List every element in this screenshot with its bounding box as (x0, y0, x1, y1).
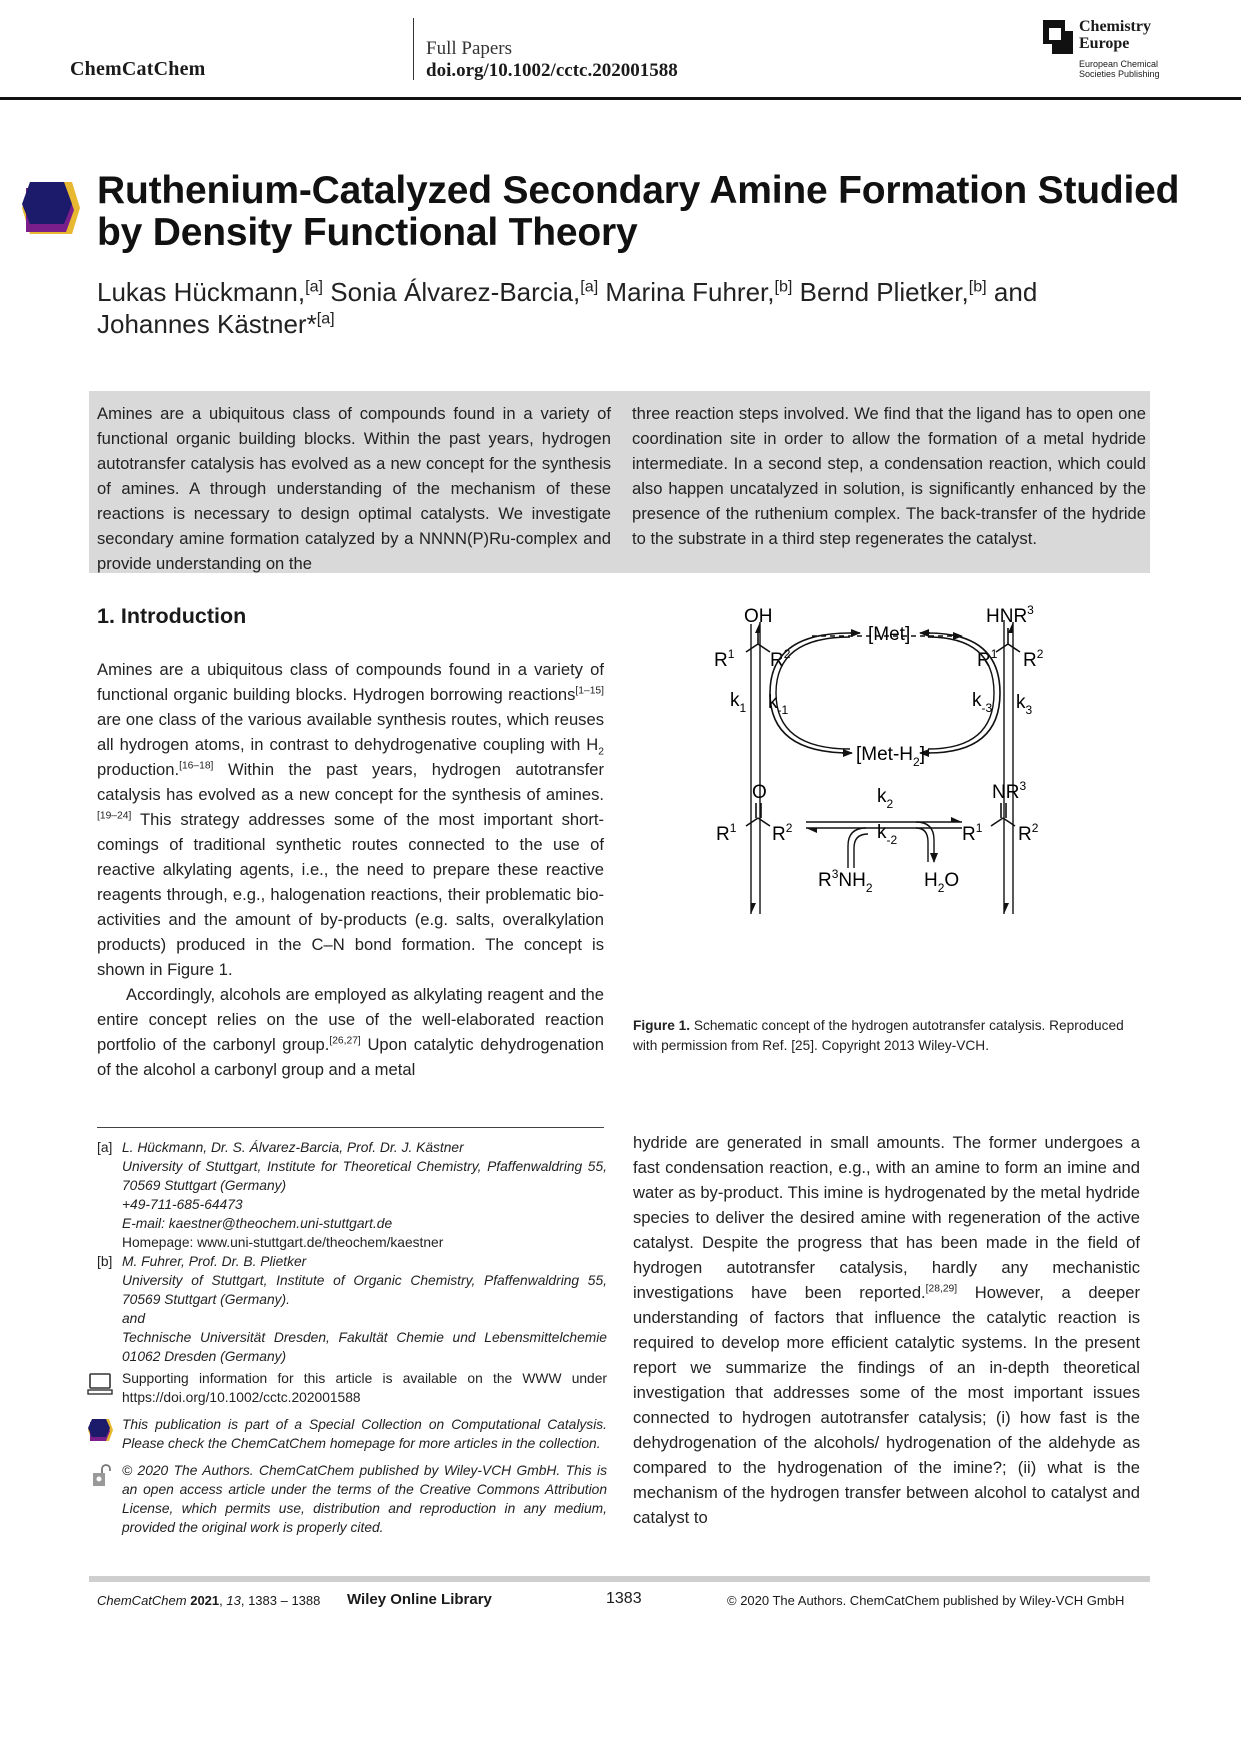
r2-label: $R^2$ (770, 647, 791, 671)
text: Upon catalytic dehydrogenation of the alcohol a carbonyl group and a metal (97, 1035, 605, 1079)
header-rule (0, 97, 1241, 100)
affiliation-email[interactable]: E-mail: kaestner@theochem.uni-stuttgart.de (122, 1216, 393, 1231)
abstract-left-column: Amines are a ubiquitous class of compounds found in a variety of functional organic building blocks. Within the past years, hydrogen autotransfer catalysis has evolved as a new concept for the synthesis of amines. A through understanding of the mechanism of these reactions is necessary to design optimal catalysts. We investigate secondary amine formation catalyzed by a NNNN(P)Ru-complex and provide understanding on the (97, 404, 611, 573)
publisher-subtitle-line2: Societies Publishing (1079, 69, 1160, 79)
doi-link[interactable]: doi.org/10.1002/cctc.202001588 (426, 60, 678, 81)
license-note (97, 1461, 607, 1537)
affiliation-institution: University of Stuttgart, Institute for Theoretical Chemistry, Pfaffenwaldring 55, 70569 Stuttgart (Germany) (122, 1159, 607, 1193)
amine-structure (977, 603, 1044, 671)
footnotes (97, 1138, 607, 1537)
affiliation-institution: Technische Universität Dresden, Fakultät Chemie und Lebensmittelchemie 01062 Dresden (Germany) (122, 1330, 607, 1364)
open-access-lock-icon (87, 1463, 113, 1489)
affiliation-tag: [b] (97, 1254, 113, 1269)
paragraph (97, 657, 604, 982)
citation[interactable]: [19–24] (97, 810, 132, 822)
abstract-right-column: three reaction steps involved. We find that the ligand has to open one coordination site in order to allow the formation of a metal hydride intermediate. In a second step, a condensation reaction, which could also happen uncatalyzed in solution, is significantly enhanced by the presence of the ruthenium complex. The back-transfer of the hydride to the substrate in a third step regenerates the catalyst. (632, 404, 1146, 548)
footer-year: 2021 (190, 1593, 220, 1608)
special-collection-hexagon-icon (20, 178, 80, 238)
affiliation-a (97, 1138, 607, 1252)
text: This strategy addresses some of the most important short-comings of traditional synthetic routes connected to the use of reactive alkylating agents, i.e., the need to prepare these reactive reagents through, e.g., halogenation reactions, their problematic bio-activities and the amount of by-products (e.g. salts, overalkylation products) produced in the C–N bond formation. The concept is shown in Figure 1. (97, 810, 604, 979)
special-collection-text: This publication is part of a Special Collection on Computational Catalysis. Please check the ChemCatChem homepage for more articles in the collection. (122, 1417, 607, 1451)
author-affiliation: [b] (774, 277, 793, 296)
citation[interactable]: [28,29] (925, 1283, 958, 1295)
author-name: Sonia Álvarez-Barcia, (330, 277, 581, 307)
section-label: Full Papers (426, 38, 513, 59)
footer-copyright: © 2020 The Authors. ChemCatChem published by Wiley-VCH GmbH (727, 1593, 1125, 1608)
supporting-info-note (97, 1369, 607, 1407)
r2-label: $R^2$ (1023, 647, 1044, 671)
affiliation-b (97, 1252, 607, 1366)
r1-label: $R^1$ (977, 647, 998, 671)
author-affiliation: [a] (305, 277, 324, 296)
footer-rule (89, 1576, 1150, 1582)
abstract-box (89, 391, 1150, 573)
k3-label: $k_3$ (1016, 692, 1033, 717)
text: are one class of the various available synthesis routes, which reuses all hydrogen atoms, in contrast to dehydrogenative coupling with H (97, 710, 604, 754)
subscript: 2 (598, 746, 604, 758)
caption-text: Schematic concept of the hydrogen autotransfer catalysis. Reproduced with permission from Ref. [25]. Copyright 2013 Wiley-VCH. (633, 1018, 1124, 1053)
paragraph (633, 1130, 1140, 1530)
footer-volume: 13 (226, 1593, 241, 1608)
affiliation-tag: [a] (97, 1140, 113, 1155)
author-list (97, 276, 1147, 340)
authors-conjunction: and (993, 277, 1038, 307)
footer-pages: , 1383 – 1388 (240, 1593, 321, 1608)
page-number: 1383 (606, 1590, 642, 1607)
author-name: Marina Fuhrer, (605, 277, 775, 307)
text: Accordingly, alcohols are employed as alkylating reagent and the entire concept relies on the use of the well-elaborated reaction portfolio of the carbonyl group. (97, 985, 604, 1054)
special-collection-hexagon-icon (87, 1417, 113, 1443)
author-name: Bernd Plietker, (799, 277, 969, 307)
introduction-body (97, 657, 604, 1082)
r1-label: $R^1$ (716, 821, 737, 845)
r1-label: $R^1$ (962, 821, 983, 845)
figure-label: Figure 1. (633, 1018, 691, 1033)
o-label: O (752, 782, 767, 803)
k1-label: $k_1$ (730, 690, 747, 715)
metal-catalyst-label: [Met] (868, 624, 911, 645)
article-title-line1: Ruthenium-Catalyzed Secondary Amine Formation Studied (97, 169, 1180, 212)
text: production. (97, 760, 180, 779)
r2-label: $R^2$ (772, 821, 793, 845)
page-header (0, 0, 1241, 100)
introduction-heading: 1. Introduction (97, 604, 247, 628)
wiley-online-library-link[interactable]: Wiley Online Library (347, 1591, 492, 1608)
carbonyl-structure (716, 782, 793, 845)
text: However, a deeper understanding of factors that influence the catalytic reaction is required to develop more efficient catalytic systems. In the present report we summarize the findings of an in-depth theoretical investigation that addresses some of the most important issues connected to hydrogen autotransfer catalysis; (i) how fast is the dehydrogenation of the alcohols/ hydrogenation of the aldehyde as compared to the hydrogenation of the imine?; (ii) what is the mechanism of the hydrogen transfer between alcohol to catalyst and catalyst to (633, 1283, 1141, 1527)
metal-hydride-label: $[Met-H_2]$ (856, 744, 925, 769)
hnr-label: HNR$^3$ (986, 603, 1034, 627)
text: hydride are generated in small amounts. The former undergoes a fast condensation reaction, e.g., with an amine to form an imine and water as by-product. This imine is hydrogenated by the metal hydride species to deliver the desired amine with regeneration of the active catalyst. Despite the progress that has been made in the field of hydrogen autotransfer catalysis, hardly any mechanistic investigations have been reported. (633, 1133, 1140, 1302)
author-affiliation: [a] (316, 309, 335, 328)
article-title (97, 170, 1197, 254)
journal-name: ChemCatChem (70, 58, 206, 80)
author-affiliation: [b] (968, 277, 987, 296)
supporting-info-text[interactable]: Supporting information for this article is available on the WWW under https://doi.org/10.1002/cctc.202001588 (122, 1371, 607, 1405)
figure-1-scheme (690, 600, 1110, 1000)
header-divider (413, 18, 414, 80)
citation[interactable]: [1–15] (575, 685, 604, 697)
right-column-body (633, 1130, 1140, 1530)
oh-label: OH (744, 606, 773, 627)
paragraph (97, 982, 604, 1082)
computer-icon (87, 1371, 113, 1397)
footnote-rule (97, 1127, 604, 1128)
affiliation-and: and (122, 1311, 146, 1326)
citation[interactable]: [26,27] (329, 1035, 361, 1047)
chemistry-europe-logo (1043, 18, 1193, 84)
k2-label: $k_2$ (877, 786, 894, 811)
footer-citation: ChemCatChem 2021, 13, 1383 – 1388 (97, 1593, 321, 1608)
author-affiliation: [a] (580, 277, 599, 296)
citation[interactable]: [16–18] (179, 760, 214, 772)
k-1-label: $k_{-1}$ (768, 692, 789, 717)
footer-journal: ChemCatChem (97, 1593, 187, 1608)
author-name: Johannes Kästner* (97, 309, 317, 339)
chemistry-europe-logo-icon (1043, 20, 1073, 54)
text: Amines are a ubiquitous class of compounds found in a variety of functional organic building blocks. Hydrogen borrowing reactions (97, 660, 604, 704)
license-text: © 2020 The Authors. ChemCatChem published by Wiley-VCH GmbH. This is an open access article under the terms of the Creative Commons Attribution License, which permits use, distribution and reproduction in any medium, provided the original work is properly cited. (122, 1463, 607, 1535)
text: Within the past years, hydrogen autotransfer catalysis has evolved as a new concept for the synthesis of amines. (97, 760, 604, 804)
k-3-label: $k_{-3}$ (972, 690, 993, 715)
k-2-label: $k_{-2}$ (877, 822, 898, 847)
publisher-name-line2: Europe (1079, 35, 1130, 52)
nr-label: $NR^3$ (992, 779, 1027, 803)
affiliation-phone: +49-711-685-64473 (122, 1197, 243, 1212)
affiliation-names: M. Fuhrer, Prof. Dr. B. Plietker (122, 1254, 307, 1269)
publisher-subtitle-line1: European Chemical (1079, 59, 1159, 69)
special-collection-note (97, 1415, 607, 1453)
r1-label: $R^1$ (714, 647, 735, 671)
figure-1-caption (633, 1016, 1133, 1056)
affiliation-names: L. Hückmann, Dr. S. Álvarez-Barcia, Prof. Dr. J. Kästner (122, 1140, 464, 1155)
imine-structure (962, 779, 1039, 845)
amine-reagent-label: $R^3NH_2$ (818, 867, 873, 895)
publisher-name-line1: Chemistry (1079, 18, 1151, 35)
r2-label: $R^2$ (1018, 821, 1039, 845)
affiliation-institution: University of Stuttgart, Institute of Organic Chemistry, Pfaffenwaldring 55, 70569 Stuttgart (Germany). (122, 1273, 607, 1307)
article-title-line2: by Density Functional Theory (97, 211, 638, 254)
author-name: Lukas Hückmann, (97, 277, 306, 307)
affiliation-homepage[interactable]: Homepage: www.uni-stuttgart.de/theochem/kaestner (122, 1235, 444, 1250)
water-label: $H_2O$ (924, 870, 960, 895)
